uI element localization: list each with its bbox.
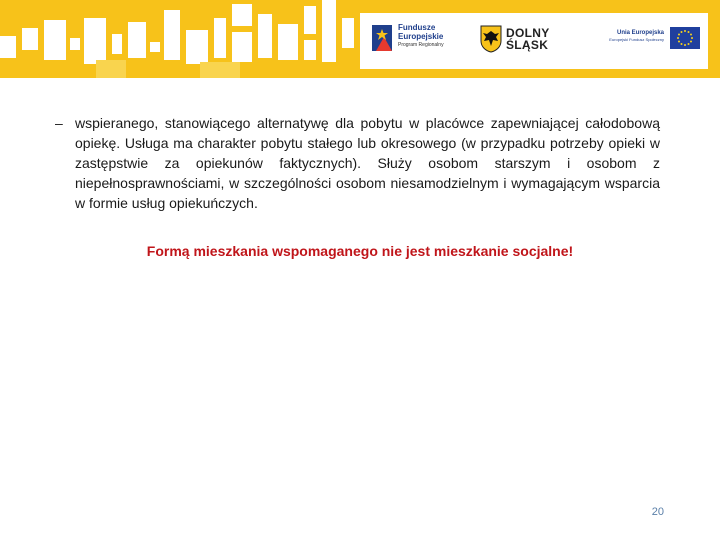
logo-panel [360, 13, 708, 69]
eu-funds-star-icon [370, 23, 394, 53]
ds-line1: DOLNY [506, 26, 550, 40]
header-banner [0, 0, 720, 78]
ue-name: Unia Europejska [616, 30, 664, 36]
fe-name-line2: Europejskie [398, 32, 444, 41]
fe-subtitle: Program Regionalny [398, 42, 444, 48]
fe-name-line1: Fundusze [398, 23, 436, 32]
bullet-dash: – [55, 115, 63, 131]
eu-flag-icon [670, 27, 700, 49]
page-number: 20 [651, 506, 664, 518]
decorative-building-shapes [0, 0, 360, 78]
ue-subtitle: Europejski Fundusz Społeczny [609, 37, 664, 42]
bullet-paragraph [55, 113, 660, 213]
paragraph-text: wspieranego, stanowiącego alternatywę dla pobytu w placówce zapewniającej całodobową opiekę. Usługa ma charakter pobytu stałego lub okresowego (w przypadku potrzeby opieki w zastępstwie za opiekunów faktycznych). Służy osobom starszym i osobom z niepełnosprawnościami, w szczególności osobom niesamodzielnym i wymagającym wsparcia w formie usług opiekuńczych. [75, 115, 660, 211]
dolny-slask-logo [480, 25, 560, 57]
eagle-coat-of-arms-icon [480, 25, 502, 53]
ds-line2: ŚLĄSK [506, 38, 549, 52]
fundusze-europejskie-logo [370, 21, 460, 61]
unia-europejska-logo [590, 25, 702, 57]
highlight-note: Formą mieszkania wspomaganego nie jest mieszkanie socjalne! [146, 243, 574, 259]
main-content [55, 113, 660, 213]
